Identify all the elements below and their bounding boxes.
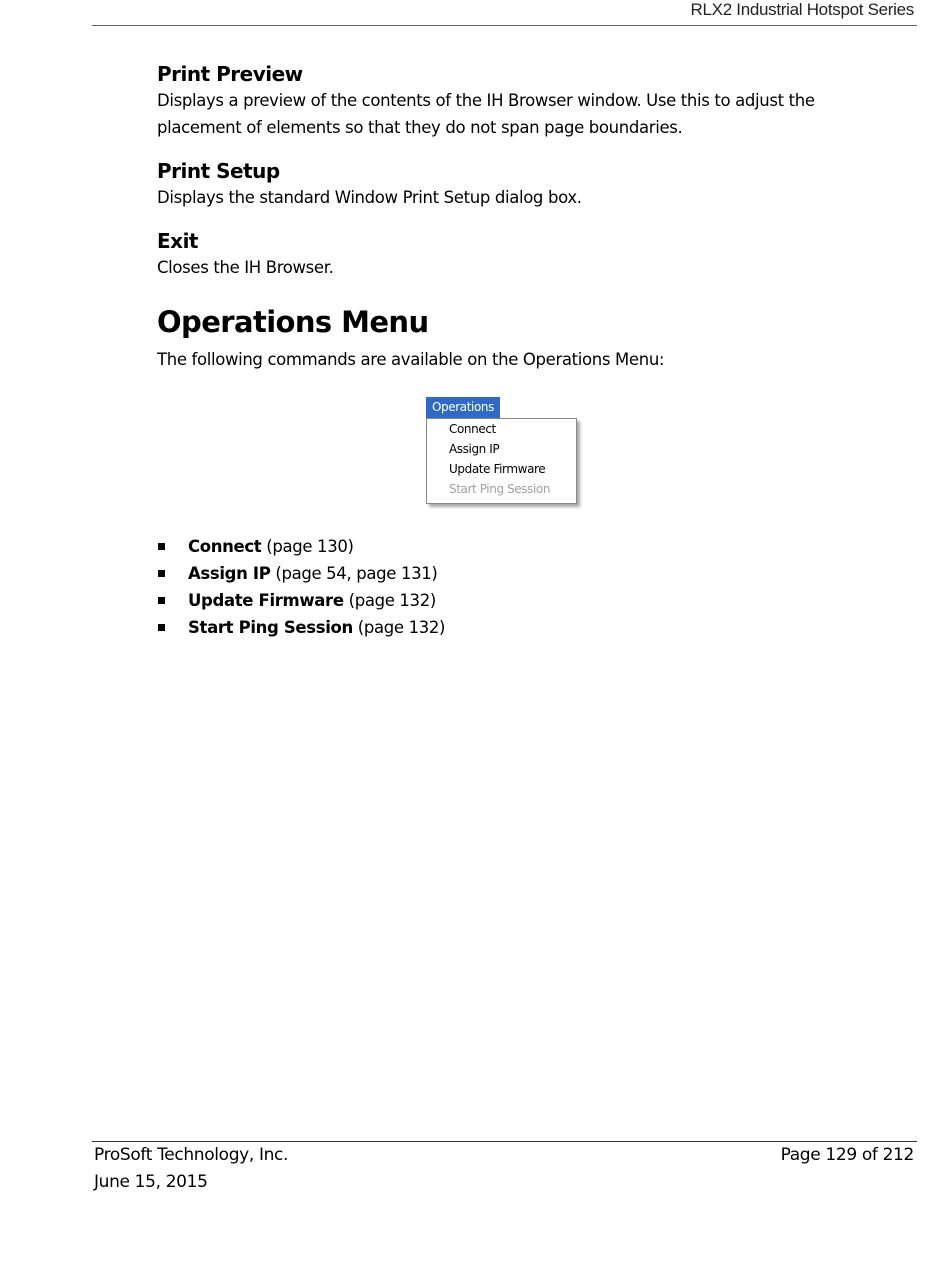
bullet-icon <box>158 543 165 550</box>
command-name: Update Firmware <box>188 591 344 610</box>
header-divider <box>92 25 917 26</box>
print-setup-text: Displays the standard Window Print Setup dialog box. <box>157 188 582 207</box>
operations-command-list <box>157 534 445 642</box>
operations-dropdown <box>426 418 577 504</box>
page-reference[interactable]: (page 130) <box>266 537 354 556</box>
list-item <box>157 534 445 561</box>
page-reference[interactable]: (page 132) <box>357 618 446 637</box>
print-preview-heading: Print Preview <box>157 62 303 86</box>
footer-date: June 15, 2015 <box>94 1172 208 1192</box>
print-setup-heading: Print Setup <box>157 159 280 183</box>
list-item <box>157 615 445 642</box>
menu-item-assign-ip[interactable]: Assign IP <box>449 442 500 456</box>
running-header: RLX2 Industrial Hotspot Series <box>690 0 914 19</box>
print-preview-text: Displays a preview of the contents of the IH Browser window. Use this to adjust the placement of elements so that they do not span page boundaries. <box>157 91 815 137</box>
footer-page-number: Page 129 of 212 <box>780 1145 914 1165</box>
exit-text: Closes the IH Browser. <box>157 258 334 277</box>
footer-company: ProSoft Technology, Inc. <box>94 1145 289 1165</box>
exit-heading: Exit <box>157 229 198 253</box>
operations-menu-tab[interactable]: Operations <box>426 397 500 418</box>
command-name: Start Ping Session <box>188 618 353 637</box>
bullet-icon <box>158 624 165 631</box>
bullet-icon <box>158 570 165 577</box>
page-reference[interactable]: (page 132) <box>348 591 436 610</box>
command-name: Assign IP <box>188 564 271 583</box>
page-reference[interactable]: (page 54, page 131) <box>275 564 438 583</box>
operations-intro: The following commands are available on the Operations Menu: <box>157 350 665 369</box>
menu-item-connect[interactable]: Connect <box>449 422 496 436</box>
footer-divider <box>92 1141 917 1142</box>
bullet-icon <box>158 597 165 604</box>
menu-item-start-ping-session: Start Ping Session <box>449 482 551 496</box>
list-item <box>157 588 445 615</box>
operations-menu-screenshot <box>426 397 586 512</box>
list-item <box>157 561 445 588</box>
menu-item-update-firmware[interactable]: Update Firmware <box>449 462 546 476</box>
operations-menu-title: Operations Menu <box>157 305 429 339</box>
command-name: Connect <box>188 537 262 556</box>
